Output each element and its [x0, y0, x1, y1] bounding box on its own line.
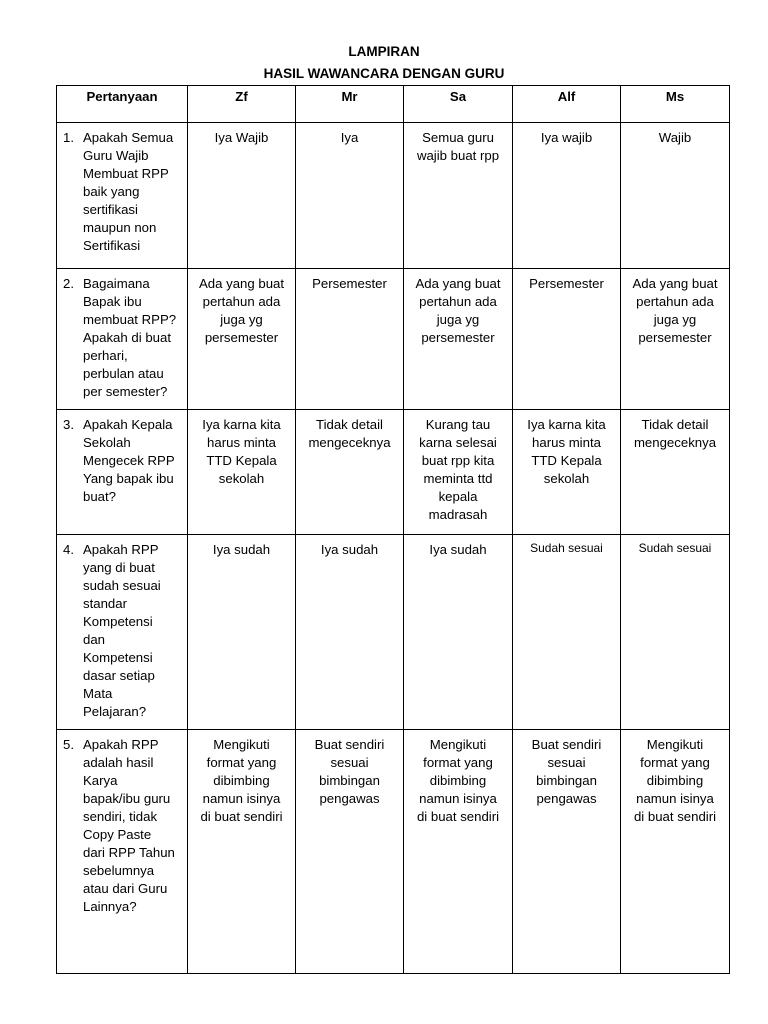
document-subtitle: HASIL WAWANCARA DENGAN GURU: [263, 66, 505, 81]
answer-text: Iya karna kita harus minta TTD Kepala sekolah: [202, 417, 281, 486]
interview-table: [56, 85, 730, 974]
document-title: LAMPIRAN: [348, 44, 420, 59]
question-number: 5.: [63, 737, 74, 752]
answer-text: Wajib: [658, 130, 692, 145]
question-cell: [57, 410, 188, 535]
answer-cell: [188, 535, 296, 730]
header-teacher-sa: Sa: [404, 86, 513, 123]
answer-text: Iya wajib: [540, 130, 593, 145]
header-question: Pertanyaan: [57, 86, 188, 123]
header-teacher-alf: Alf: [513, 86, 621, 123]
answer-cell: [188, 730, 296, 974]
answer-text: Persemester: [312, 276, 387, 291]
answer-text: Persemester: [529, 276, 604, 291]
answer-cell: [296, 123, 404, 269]
answer-text: Iya Wajib: [214, 130, 269, 145]
answer-cell: [296, 535, 404, 730]
answer-cell: [621, 535, 730, 730]
answer-cell: [621, 123, 730, 269]
answer-text: Ada yang buat pertahun ada juga yg persemester: [415, 276, 501, 345]
answer-cell: [188, 410, 296, 535]
answer-text: Mengikuti format yang dibimbing namun isinya di buat sendiri: [200, 737, 283, 824]
question-text: Apakah RPP yang di buat sudah sesuai standar Kompetensi dan Kompetensi dasar setiap Mata Pelajaran?: [83, 542, 161, 719]
answer-cell: [188, 269, 296, 410]
answer-cell: [513, 730, 621, 974]
answer-text: Buat sendiri sesuai bimbingan pengawas: [531, 737, 602, 806]
answer-text: Iya karna kita harus minta TTD Kepala sekolah: [527, 417, 606, 486]
question-cell: [57, 123, 188, 269]
answer-cell: [621, 269, 730, 410]
question-text: Apakah Semua Guru Wajib Membuat RPP baik yang sertifikasi maupun non Sertifikasi: [83, 130, 174, 253]
header-teacher-mr: Mr: [296, 86, 404, 123]
answer-text: Ada yang buat pertahun ada juga yg persemester: [632, 276, 718, 345]
answer-text: Mengikuti format yang dibimbing namun isinya di buat sendiri: [633, 737, 717, 824]
header-teacher-ms: Ms: [621, 86, 730, 123]
answer-text: Mengikuti format yang dibimbing namun isinya di buat sendiri: [416, 737, 500, 824]
question-number: 1.: [63, 130, 74, 145]
table-row: [57, 410, 730, 535]
answer-cell: [404, 123, 513, 269]
answer-cell: [513, 535, 621, 730]
answer-text: Sudah sesuai: [530, 541, 603, 555]
answer-cell: [404, 730, 513, 974]
answer-cell: [513, 269, 621, 410]
table-row: [57, 535, 730, 730]
table-row: [57, 123, 730, 269]
answer-cell: [188, 123, 296, 269]
question-number: 3.: [63, 417, 74, 432]
answer-cell: [296, 269, 404, 410]
answer-text: Sudah sesuai: [638, 541, 712, 555]
answer-text: Iya: [340, 130, 359, 145]
answer-text: Tidak detail mengeceknya: [308, 417, 391, 450]
header-teacher-zf: Zf: [188, 86, 296, 123]
answer-text: Ada yang buat pertahun ada juga yg persemester: [198, 276, 285, 345]
answer-cell: [513, 410, 621, 535]
answer-cell: [621, 730, 730, 974]
question-cell: [57, 535, 188, 730]
answer-cell: [404, 410, 513, 535]
table-header-row: [57, 86, 730, 123]
question-text: Apakah Kepala Sekolah Mengecek RPP Yang bapak ibu buat?: [83, 417, 175, 504]
answer-text: Iya sudah: [212, 542, 271, 557]
answer-cell: [404, 535, 513, 730]
question-text: Bagaimana Bapak ibu membuat RPP? Apakah di buat perhari, perbulan atau per semester?: [83, 276, 177, 399]
answer-cell: [296, 410, 404, 535]
table-row: [57, 730, 730, 974]
question-cell: [57, 269, 188, 410]
question-text: Apakah RPP adalah hasil Karya bapak/ibu guru sendiri, tidak Copy Paste dari RPP Tahun sebelumnya atau dari Guru Lainnya?: [83, 737, 175, 914]
question-cell: [57, 730, 188, 974]
question-number: 4.: [63, 542, 74, 557]
table-row: [57, 269, 730, 410]
answer-cell: [404, 269, 513, 410]
answer-cell: [296, 730, 404, 974]
answer-text: Tidak detail mengeceknya: [633, 417, 717, 450]
answer-cell: [513, 123, 621, 269]
answer-cell: [621, 410, 730, 535]
answer-text: Iya sudah: [429, 542, 487, 557]
question-number: 2.: [63, 276, 74, 291]
answer-text: Iya sudah: [320, 542, 379, 557]
answer-text: Semua guru wajib buat rpp: [416, 130, 500, 163]
answer-text: Kurang tau karna selesai buat rpp kita meminta ttd kepala madrasah: [419, 417, 497, 522]
answer-text: Buat sendiri sesuai bimbingan pengawas: [314, 737, 385, 806]
